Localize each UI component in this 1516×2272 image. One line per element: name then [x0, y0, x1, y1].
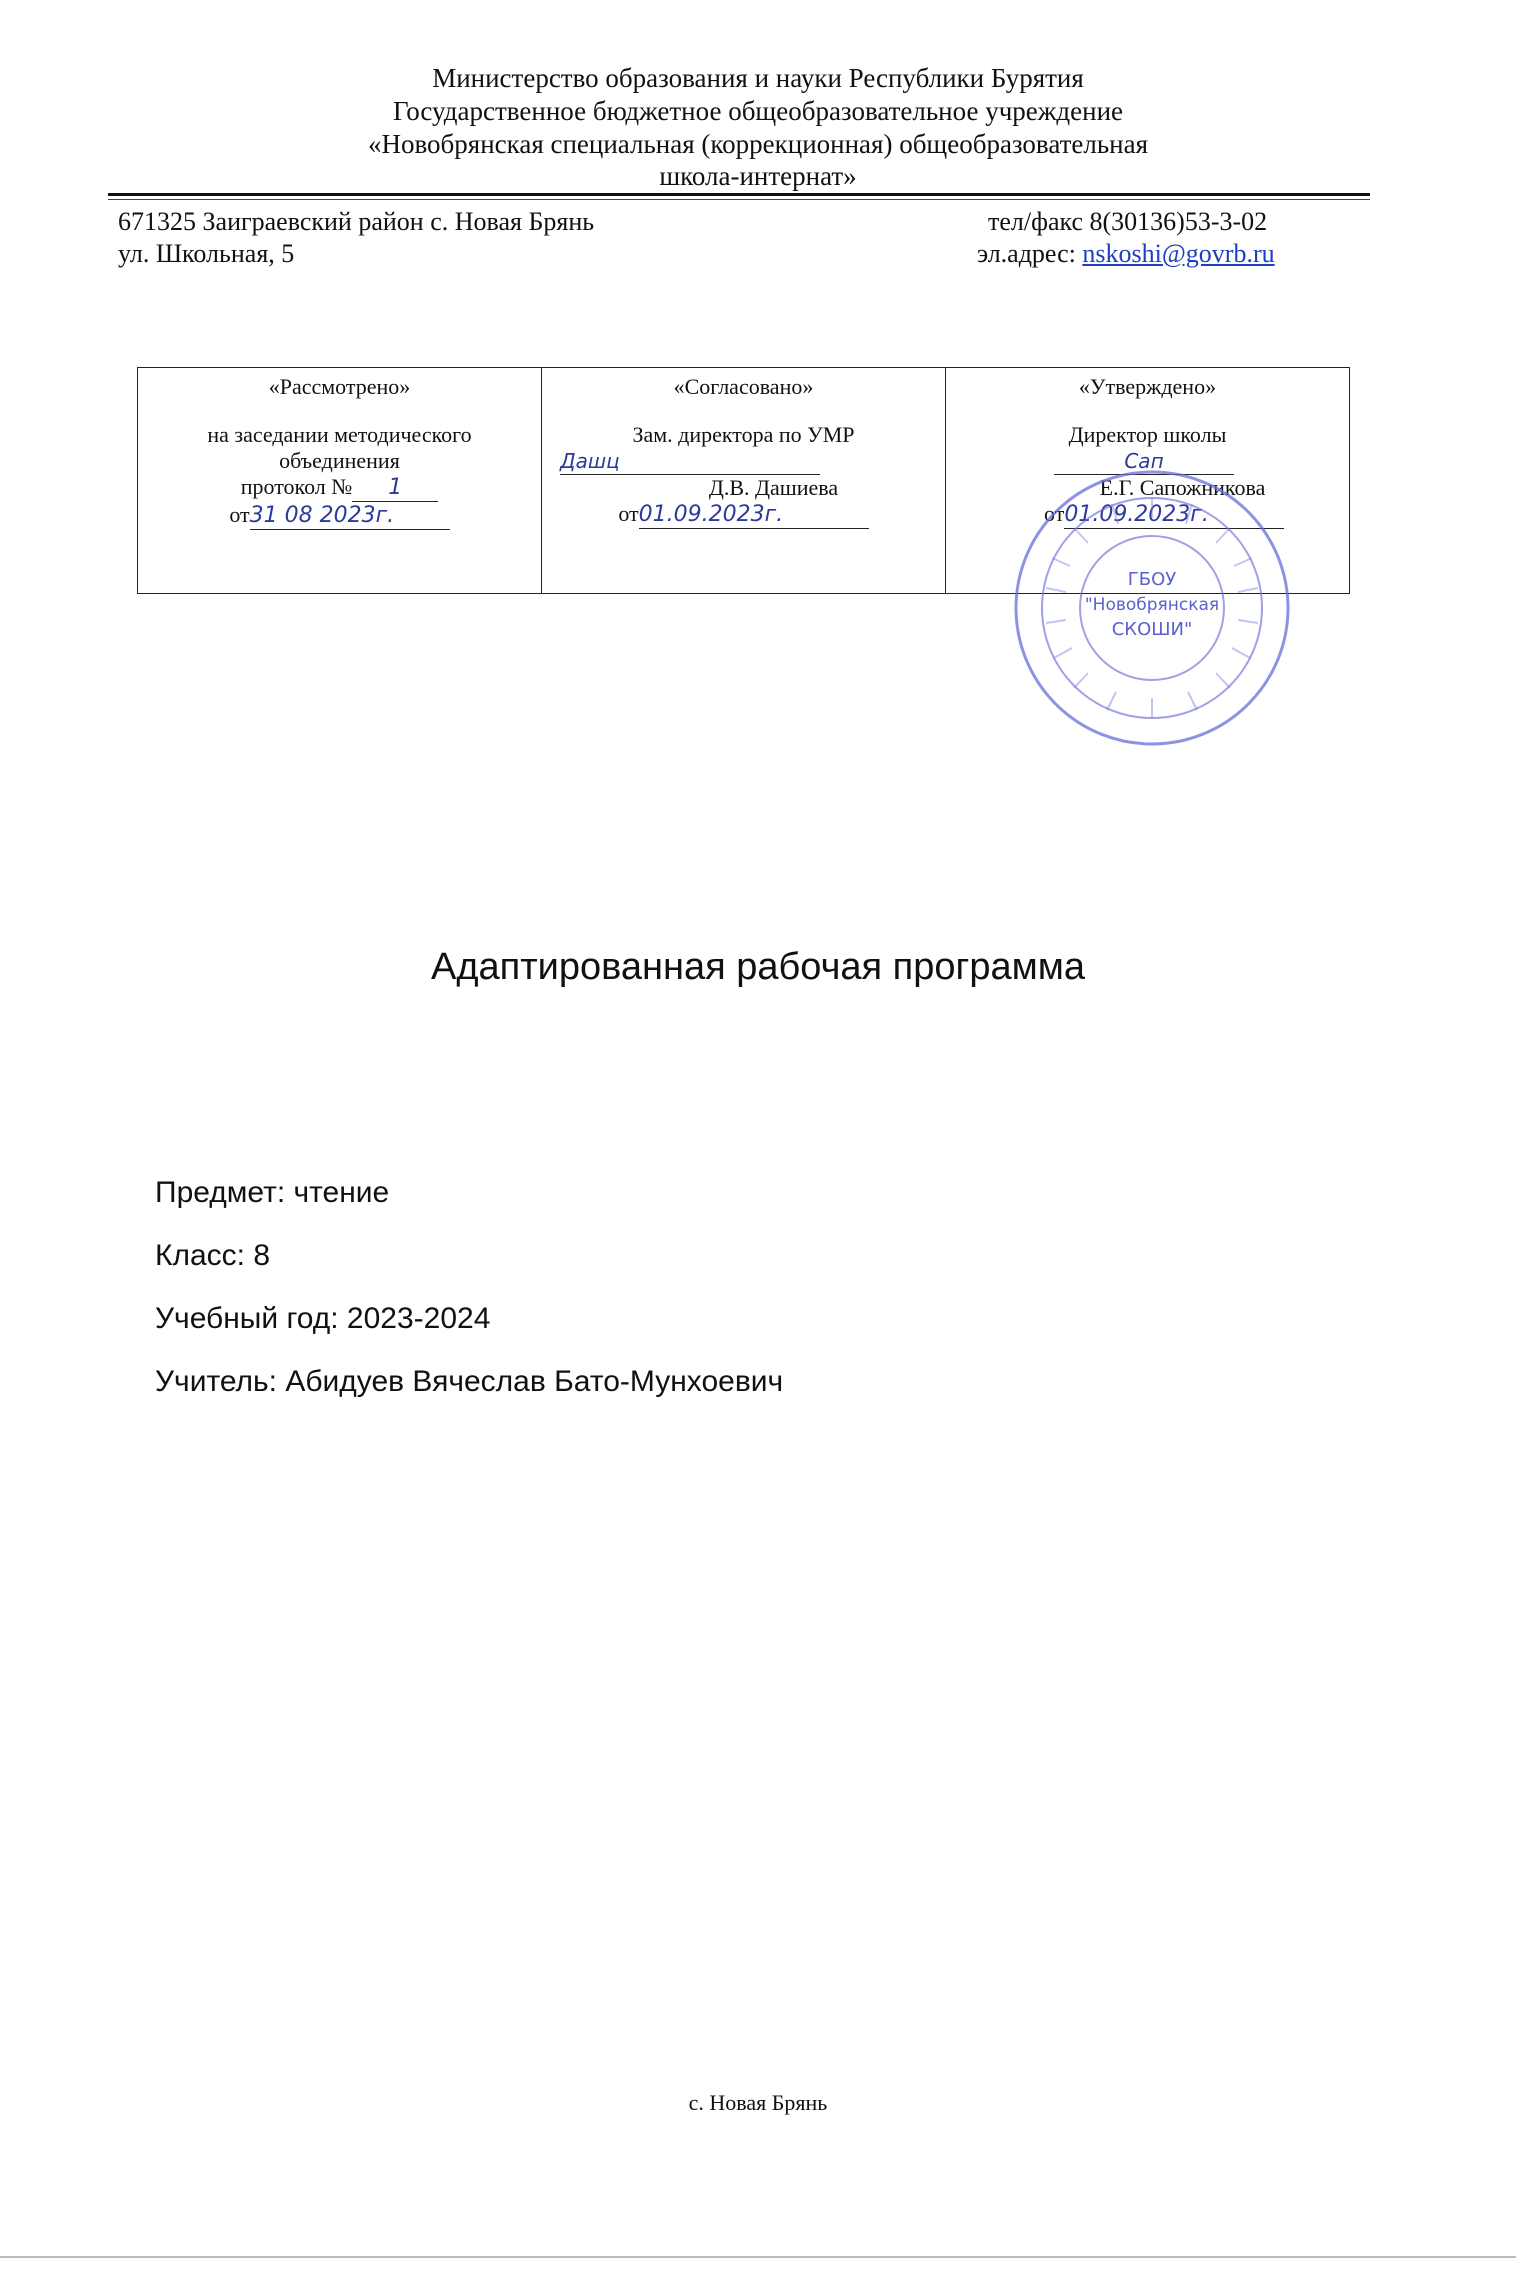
approval-approved-date: от01.09.2023г.: [954, 501, 1341, 529]
phone-fax: тел/факс 8(30136)53-3-02: [988, 207, 1268, 236]
approval-agreed-position: Зам. директора по УМР: [632, 422, 855, 447]
approval-reviewed-line1: на заседании методического: [207, 422, 472, 447]
document-title: Адаптированная рабочая программа: [430, 946, 1085, 988]
director-signature: Сап: [1054, 448, 1234, 475]
email-link[interactable]: nskoshi@govrb.ru: [1082, 239, 1275, 268]
protocol-number-handwritten: 1: [352, 475, 438, 502]
approval-agreed-signature-row: [550, 448, 937, 475]
approval-approved-name: Е.Г. Сапожникова: [1099, 475, 1266, 500]
teacher-line: Учитель: Абидуев Вячеслав Бато-Мунхоевич: [155, 1365, 784, 1398]
address-line-2: ул. Школьная, 5: [118, 239, 295, 268]
email-label: эл.адрес:: [977, 239, 1076, 268]
footer-location: с. Новая Брянь: [688, 2090, 828, 2115]
stamp-text-2: "Новобрянская: [1084, 595, 1220, 615]
agreed-date-handwritten: 01.09.2023г.: [639, 502, 869, 529]
approval-approved-position: Директор школы: [1068, 422, 1227, 447]
reviewed-date-handwritten: 31 08 2023г.: [250, 503, 450, 530]
approval-reviewed-title: «Рассмотрено»: [268, 374, 411, 399]
header-rule-thick: [108, 193, 1370, 196]
approval-approved-title: «Утверждено»: [1078, 374, 1217, 399]
approval-reviewed-cell: [138, 368, 542, 594]
approval-agreed-date: от01.09.2023г.: [550, 501, 937, 529]
approval-agreed-cell: [542, 368, 946, 594]
class-line: Класс: 8: [155, 1239, 271, 1272]
stamp-text-1: ГБОУ: [1127, 569, 1177, 590]
email-row: [977, 238, 1275, 270]
institution-name-line-2: школа-интернат»: [659, 161, 857, 191]
approval-reviewed-protocol: протокол № 1: [146, 474, 533, 502]
approved-date-handwritten: 01.09.2023г.: [1064, 502, 1284, 529]
approval-reviewed-date: от31 08 2023г.: [146, 502, 533, 530]
deputy-signature: Дашц: [560, 448, 820, 475]
school-year-line: Учебный год: 2023-2024: [155, 1302, 491, 1335]
scan-bottom-edge: [0, 2256, 1516, 2258]
approval-agreed-title: «Согласовано»: [673, 374, 814, 399]
stamp-text-3: СКОШИ": [1111, 619, 1193, 640]
header-rule-thin: [108, 199, 1370, 200]
institution-name-line: «Новобрянская специальная (коррекционная) общеобразовательная: [367, 129, 1149, 159]
approval-agreed-name: Д.В. Дашиева: [708, 475, 839, 500]
subject-line: Предмет: чтение: [155, 1176, 390, 1209]
official-stamp: [1012, 468, 1292, 748]
institution-type-line: Государственное бюджетное общеобразовательное учреждение: [392, 96, 1124, 126]
address-line-1: 671325 Заиграевский район с. Новая Брянь: [118, 207, 595, 236]
approval-reviewed-line2: объединения: [279, 448, 400, 473]
ministry-line: Министерство образования и науки Республики Бурятия: [432, 63, 1084, 93]
